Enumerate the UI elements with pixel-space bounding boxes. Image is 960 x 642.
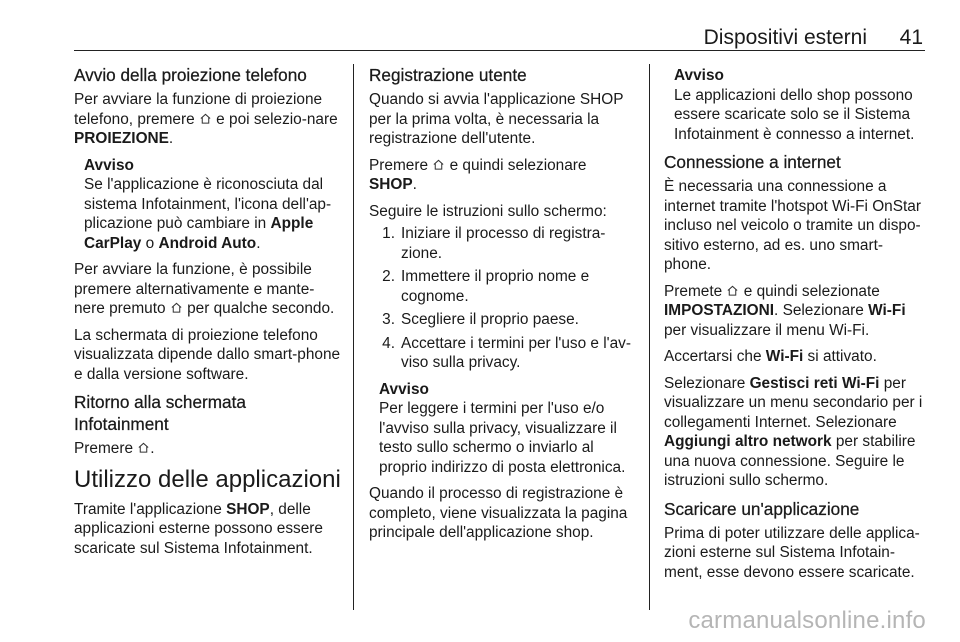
column-divider [353, 64, 354, 610]
note-box [369, 380, 632, 478]
text: per visualizzare un menu secondario per i collegamenti Internet. Selezionare [664, 374, 923, 431]
paragraph [369, 156, 632, 195]
paragraph [664, 282, 926, 341]
step-text: Iniziare il processo di registra-zione. [401, 225, 606, 262]
home-icon [170, 301, 183, 314]
step-number: 4. [382, 334, 395, 352]
heading-ritorno: Ritorno alla schermata Infotainment [74, 392, 246, 434]
paragraph [74, 260, 342, 319]
column-2 [369, 64, 632, 550]
text: Accertarsi che [664, 348, 766, 365]
wifi-label: Wi-Fi [868, 302, 906, 319]
text: , delle applicazioni esterne possono essere scaricate sul Sistema Infotainment. [74, 500, 323, 557]
heading-registrazione: Registrazione utente [369, 65, 527, 85]
paragraph [664, 347, 926, 367]
text: Tramite l'applicazione [74, 500, 227, 518]
apple-carplay-label: Apple CarPlay [84, 215, 314, 252]
page-header [74, 26, 925, 51]
step-number: 1. [382, 225, 395, 242]
paragraph: Prima di poter utilizzare delle applica-zioni esterne sul Sistema Infotain-ment, esse devono essere scaricate. [664, 524, 920, 581]
paragraph [74, 90, 342, 149]
text: . [256, 234, 261, 252]
column-3 [664, 64, 926, 589]
wifi-label: Wi-Fi [765, 348, 804, 365]
text: per visualizzare il menu Wi-Fi. [664, 321, 870, 339]
note-text: Le applicazioni dello shop possono essere scaricate solo se il Sistema Infotainment è connesso a internet. [674, 86, 915, 143]
home-icon [726, 284, 739, 297]
column-divider [649, 64, 650, 610]
step-text: Scegliere il proprio paese. [401, 311, 579, 328]
heading-avvio-proiezione: Avvio della proiezione telefono [74, 65, 307, 85]
aggiungi-network-label: Aggiungi altro network [664, 433, 832, 450]
text: . [412, 176, 417, 193]
text: Per avviare la funzione, è possibile premere alternativamente e mante-nere premuto [74, 261, 315, 317]
heading-scaricare: Scaricare un'applicazione [664, 498, 860, 519]
paragraph: È necessaria una connessione a internet tramite l'hotspot Wi-Fi OnStar incluso nel veicolo o tramite un dispo-sitivo esterno, ad es. uno smart-phone. [664, 178, 921, 273]
note-box [664, 66, 926, 144]
note-text: Se l'applicazione è riconosciuta dal sistema Infotainment, l'icona dell'ap-plicazione può cambiare in [84, 176, 332, 232]
paragraph: La schermata di proiezione telefono visualizzata dipende dallo smart-phone e dalla versione software. [74, 326, 341, 383]
home-icon [432, 158, 445, 171]
text: Selezionare [664, 374, 750, 392]
text: Premere [369, 156, 433, 174]
steps-list [369, 224, 632, 373]
step-text: Accettare i termini per l'uso e l'av-viso sulla privacy. [401, 334, 631, 371]
android-auto-label: Android Auto [158, 234, 257, 252]
text: per qualche secondo. [182, 300, 335, 317]
heading-connessione: Connessione a internet [664, 152, 841, 172]
note-title: Avviso [379, 380, 429, 398]
proiezione-label: PROIEZIONE [74, 130, 169, 147]
text: . Selezionare [774, 302, 869, 319]
note-text: Per leggere i termini per l'uso e/o l'avviso sulla privacy, visualizzare il testo sullo schermo o inviarlo al proprio indirizzo di posta elettronica. [379, 400, 626, 476]
step-number: 3. [382, 311, 395, 328]
note-title: Avviso [84, 156, 134, 174]
paragraph: Quando si avvia l'applicazione SHOP per la prima volta, è necessaria la registrazione dell'utente. [369, 91, 624, 147]
step-text: Immettere il proprio nome e cognome. [401, 268, 590, 305]
note-box [74, 156, 342, 254]
heading-utilizzo-applicazioni: Utilizzo delle applicazioni [74, 465, 341, 493]
text: Premete [664, 282, 727, 300]
paragraph: Seguire le istruzioni sullo schermo: [369, 202, 607, 220]
text: . [150, 440, 155, 457]
step-number: 2. [382, 268, 395, 285]
list-item [369, 267, 632, 306]
gestisci-reti-label: Gestisci reti Wi-Fi [749, 374, 880, 392]
note-title: Avviso [674, 67, 724, 84]
home-icon [137, 441, 150, 454]
text: e quindi selezionare [445, 156, 587, 174]
column-1 [74, 64, 342, 565]
home-icon [199, 112, 212, 125]
text: . [168, 130, 174, 147]
text: e quindi selezionate [739, 282, 880, 300]
list-item [369, 224, 632, 263]
paragraph: Quando il processo di registrazione è completo, viene visualizzata la pagina principale dell'applicazione shop. [369, 485, 628, 541]
page-number: 41 [899, 26, 923, 49]
paragraph [74, 500, 342, 559]
text: Premere [74, 440, 138, 457]
text: e poi selezio-nare [211, 110, 338, 128]
impostazioni-label: IMPOSTAZIONI [664, 302, 775, 319]
text: Per avviare la funzione di proiezione telefono, premere [74, 91, 323, 128]
shop-label: SHOP [369, 176, 413, 193]
list-item [369, 334, 632, 373]
shop-label: SHOP [226, 500, 270, 518]
text: o [141, 234, 159, 252]
section-title: Dispositivi esterni [703, 26, 867, 49]
paragraph [664, 374, 926, 491]
text: si attivato. [803, 348, 877, 365]
paragraph [74, 439, 342, 459]
text: per stabilire una nuova connessione. Seguire le istruzioni sullo schermo. [664, 433, 916, 489]
list-item [369, 310, 632, 330]
watermark: carmanualsonline.info [688, 607, 926, 634]
